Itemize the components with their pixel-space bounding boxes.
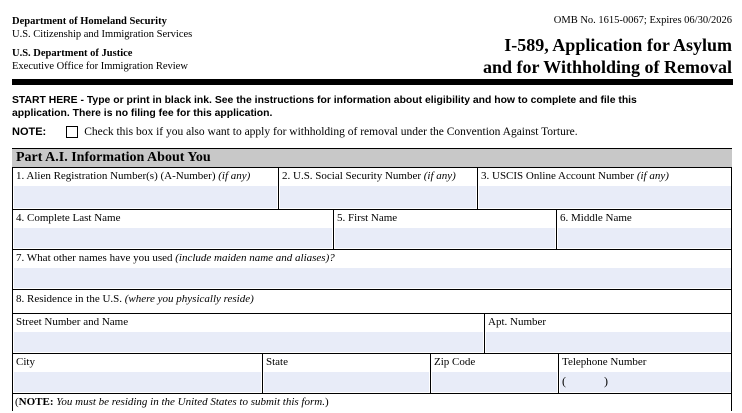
ssn-input[interactable] (280, 186, 476, 208)
agency-doj: U.S. Department of Justice (12, 48, 133, 59)
row-city (12, 354, 732, 394)
alien-number-cell (12, 168, 278, 210)
zip-label: Zip Code (434, 356, 476, 368)
alien-number-em: (if any) (218, 170, 251, 182)
middle-name-cell (556, 210, 732, 250)
uscis-account-input[interactable] (479, 186, 731, 208)
ssn-cell (278, 168, 477, 210)
last-name-label: 4. Complete Last Name (16, 212, 121, 224)
residence-note-text: You must be residing in the United States to submit this form. (53, 396, 325, 408)
residence-label: 8. Residence in the U.S. (16, 293, 125, 305)
phone-cell (558, 354, 732, 394)
last-name-input[interactable] (14, 228, 332, 248)
omb-number: OMB No. 1615-0067; Expires 06/30/2026 (553, 15, 732, 26)
apt-input[interactable] (486, 332, 731, 352)
alien-number-label: 1. Alien Registration Number(s) (A-Number) (16, 170, 219, 182)
zip-input[interactable] (432, 372, 557, 392)
middle-name-input[interactable] (558, 228, 731, 248)
state-label: State (266, 356, 288, 368)
row-names (12, 210, 732, 250)
residence-cell (12, 290, 732, 314)
ssn-em: (if any) (423, 170, 456, 182)
first-name-input[interactable] (335, 228, 555, 248)
first-name-label: 5. First Name (337, 212, 398, 224)
city-cell (12, 354, 262, 394)
residence-note-close: ) (324, 396, 329, 408)
phone-area-close: ) (604, 374, 608, 388)
ssn-label: 2. U.S. Social Security Number (282, 170, 424, 182)
last-name-cell (12, 210, 333, 250)
city-label: City (16, 356, 35, 368)
uscis-account-em: (if any) (636, 170, 669, 182)
agency-dhs: Department of Homeland Security (12, 16, 167, 27)
row-ids (12, 168, 732, 210)
agency-eoir: Executive Office for Immigration Review (12, 60, 188, 72)
instructions-line2: application. There is no filing fee for this application. (12, 108, 273, 119)
city-input[interactable] (14, 372, 261, 392)
state-input[interactable] (264, 372, 429, 392)
other-names-em: (include maiden name and aliases)? (175, 252, 335, 264)
agency-uscis: U.S. Citizenship and Immigration Services (12, 28, 193, 40)
form-title-line1: I-589, Application for Asylum (504, 35, 732, 55)
first-name-cell (333, 210, 556, 250)
phone-input[interactable] (560, 372, 731, 392)
row-residence-heading (12, 290, 732, 314)
middle-name-label: 6. Middle Name (560, 212, 632, 224)
cat-note-text: Check this box if you also want to apply for withholding of removal under the Convention Against Torture. (84, 126, 578, 138)
phone-label: Telephone Number (562, 356, 647, 368)
uscis-account-label: 3. USCIS Online Account Number (481, 170, 637, 182)
phone-area-open: ( (562, 374, 566, 388)
residence-note-open: ( (15, 396, 19, 408)
row-street (12, 314, 732, 354)
zip-cell (430, 354, 558, 394)
other-names-cell (12, 250, 732, 290)
cat-checkbox[interactable] (66, 126, 78, 138)
instructions-line1: START HERE - Type or print in black ink. See the instructions for information about eligibility and how to complete and file this (12, 95, 637, 106)
row-other-names (12, 250, 732, 290)
agency-block-doj (12, 48, 188, 73)
residence-em: (where you physically reside) (124, 293, 254, 305)
apt-label: Apt. Number (488, 316, 547, 328)
alien-number-input[interactable] (14, 186, 277, 208)
street-label: Street Number and Name (16, 316, 129, 328)
street-cell (12, 314, 484, 354)
header-divider (12, 79, 733, 85)
note-label: NOTE: (12, 126, 47, 138)
residence-note (12, 394, 732, 411)
residence-note-label: NOTE: (18, 396, 54, 408)
other-names-label: 7. What other names have you used (16, 252, 176, 264)
form-title (483, 34, 732, 78)
instructions (12, 94, 734, 120)
street-input[interactable] (14, 332, 483, 352)
agency-block-dhs (12, 16, 192, 41)
cat-note-row (12, 126, 578, 138)
other-names-input[interactable] (14, 268, 731, 288)
apt-cell (484, 314, 732, 354)
state-cell (262, 354, 430, 394)
part-a1-title: Part A.I. Information About You (16, 150, 211, 165)
part-a1-header (12, 148, 732, 168)
uscis-account-cell (477, 168, 732, 210)
form-title-line2: and for Withholding of Removal (482, 57, 732, 77)
